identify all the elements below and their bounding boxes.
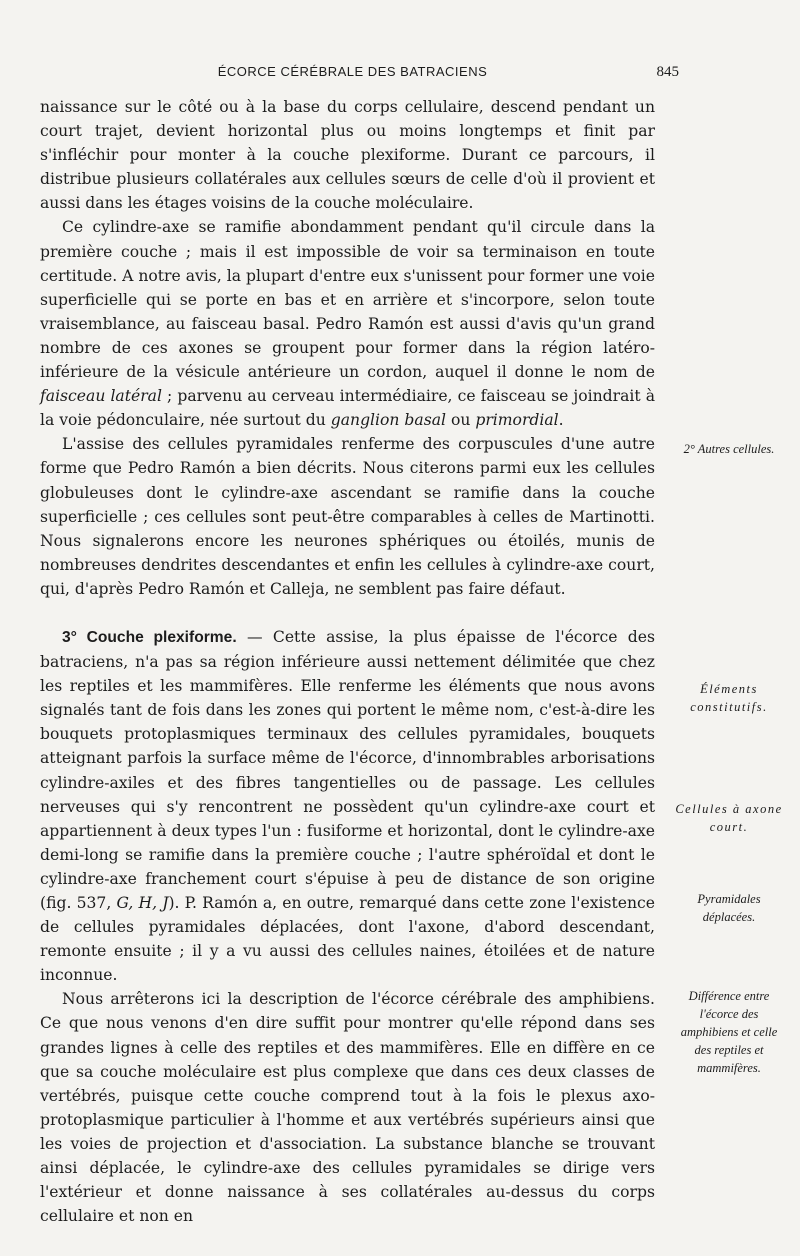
paragraph-3: L'assise des cellules pyramidales renferme des corpuscules d'une autre forme que Pedro Ramón a bien décrits. Nous citerons parmi eux les cellules globuleuses dont le cylindre-axe ascendant se ramifie dans la couche superficielle ; ces cellules sont peut-être comparables à celles de Martinotti. Nous signalerons encore les neurones sphériques ou étoilés, munis de nombreuses dendrites descendantes et enfin les cellules à cylindre-axe court, qui, d'après Pedro Ramón et Calleja, ne semblent pas faire défaut. [40,435,655,598]
paragraph-1: naissance sur le côté ou à la base du corps cellulaire, descend pendant un court trajet, devient horizontal plus ou moins longtemps et finit par s'infléchir pour monter à la couche plexiforme. Durant ce parcours, il distribue plusieurs collatérales aux cellules sœurs de celle d'où il provient et aussi dans les étages voisins de la couche moléculaire. [40,98,655,213]
margin-note-difference: Différence entre l'écorce des amphibiens et celle des reptiles et mammifères. [680,989,778,1075]
page-header [40,62,679,84]
paragraph-4-text-a: — Cette assise, la plus épaisse de l'écorce des batraciens, n'a pas sa région inférieure aussi nettement délimitée que chez les reptiles et les mammifères. Elle renferme les éléments que nous avons signalés tant de fois dans les zones qui portent le même nom, c'est-à-dire les bouquets protoplasmiques terminaux des cellules pyramidales, bouquets atteignant parfois la surface même de l'écorce, d'innombrables arborisations cylindre-axiles et des fibres tangentielles ou de passage. Les cellules nerveuses qui s'y rencontrent ne possèdent qu'un cylindre-axe court et appartiennent à deux types l'un : fusiforme et horizontal, dont le cylindre-axe demi-long se ramifie dans la première couche ; l'autre sphéroïdal et dont le cylindre-axe franchement court s'épuise à peu de distance de son origine (fig. 537, [40,627,655,912]
margin-note-autres-cellules: 2° Autres cellules. [683,442,775,456]
term-ganglion-basal: ganglion basal [330,411,446,430]
term-faisceau-lateral: faisceau latéral [40,387,162,406]
body-text [40,95,655,1228]
page-number: 845 [656,64,679,80]
paragraph-2-text-b: ; parvenu au cerveau intermédiaire, ce faisceau se joindrait à la voie pédonculaire, née surtout du [40,387,655,430]
paragraph-5: Nous arrêterons ici la description de l'écorce cérébrale des amphibiens. Ce que nous venons d'en dire suffit pour montrer qu'elle répond dans ses grandes lignes à celle des reptiles et des mammifères. Elle en diffère en ce que sa couche moléculaire est plus complexe que dans ces deux classes de vertébrés, puisque cette couche comprend tout à la fois le plexus axo-protoplasmique particulier à l'homme et aux vertébrés supérieurs ainsi que les voies de projection et d'association. La substance blanche se trouvant ainsi déplacée, le cylindre-axe des cellules pyramidales se dirige vers l'extérieur et donne naissance à ses collatérales au-dessus du corps cellulaire et non en [40,990,655,1226]
section-title-couche-plexiforme: 3° Couche plexiforme. [62,628,237,646]
paragraph-2-text-d: . [558,411,564,430]
paragraph-2 [40,215,655,432]
paragraph-2-text-c: ou [445,411,476,430]
running-title: ÉCORCE CÉRÉBRALE DES BATRACIENS [217,64,488,79]
paragraph-2-text-a: Ce cylindre-axe se ramifie abondamment pendant qu'il circule dans la première couche ; mais il est impossible de voir sa terminaison en toute certitude. A notre avis, la plupart d'entre eux s'unissent pour former une voie superficielle qui se porte en bas et en arrière et s'incorpore, selon toute vraisemblance, au faisceau basal. Pedro Ramón est aussi d'avis qu'un grand nombre de ces axones se groupent pour former dans la région latéro-inférieure de la vésicule antérieure un cordon, auquel il donne le nom de [40,218,655,382]
paragraph-4-text-b: ). P. Ramón a, en outre, remarqué dans cette zone l'existence de cellules pyramidales déplacées, dont l'axone, d'abord descendant, remonte ensuite ; il y a vu aussi des cellules naines, étoilées et de nature inconnue. [40,894,656,985]
term-primordial: primordial [475,411,559,430]
figure-labels: G, H, J [116,894,169,912]
margin-note-elements-constitutifs: Éléments constitutifs. [690,682,768,714]
margin-note-cellules-axone-court: Cellules à axone court. [675,802,783,834]
paragraph-4 [40,625,655,987]
margin-note-pyramidales-deplacees: Pyramidales déplacées. [697,892,761,924]
